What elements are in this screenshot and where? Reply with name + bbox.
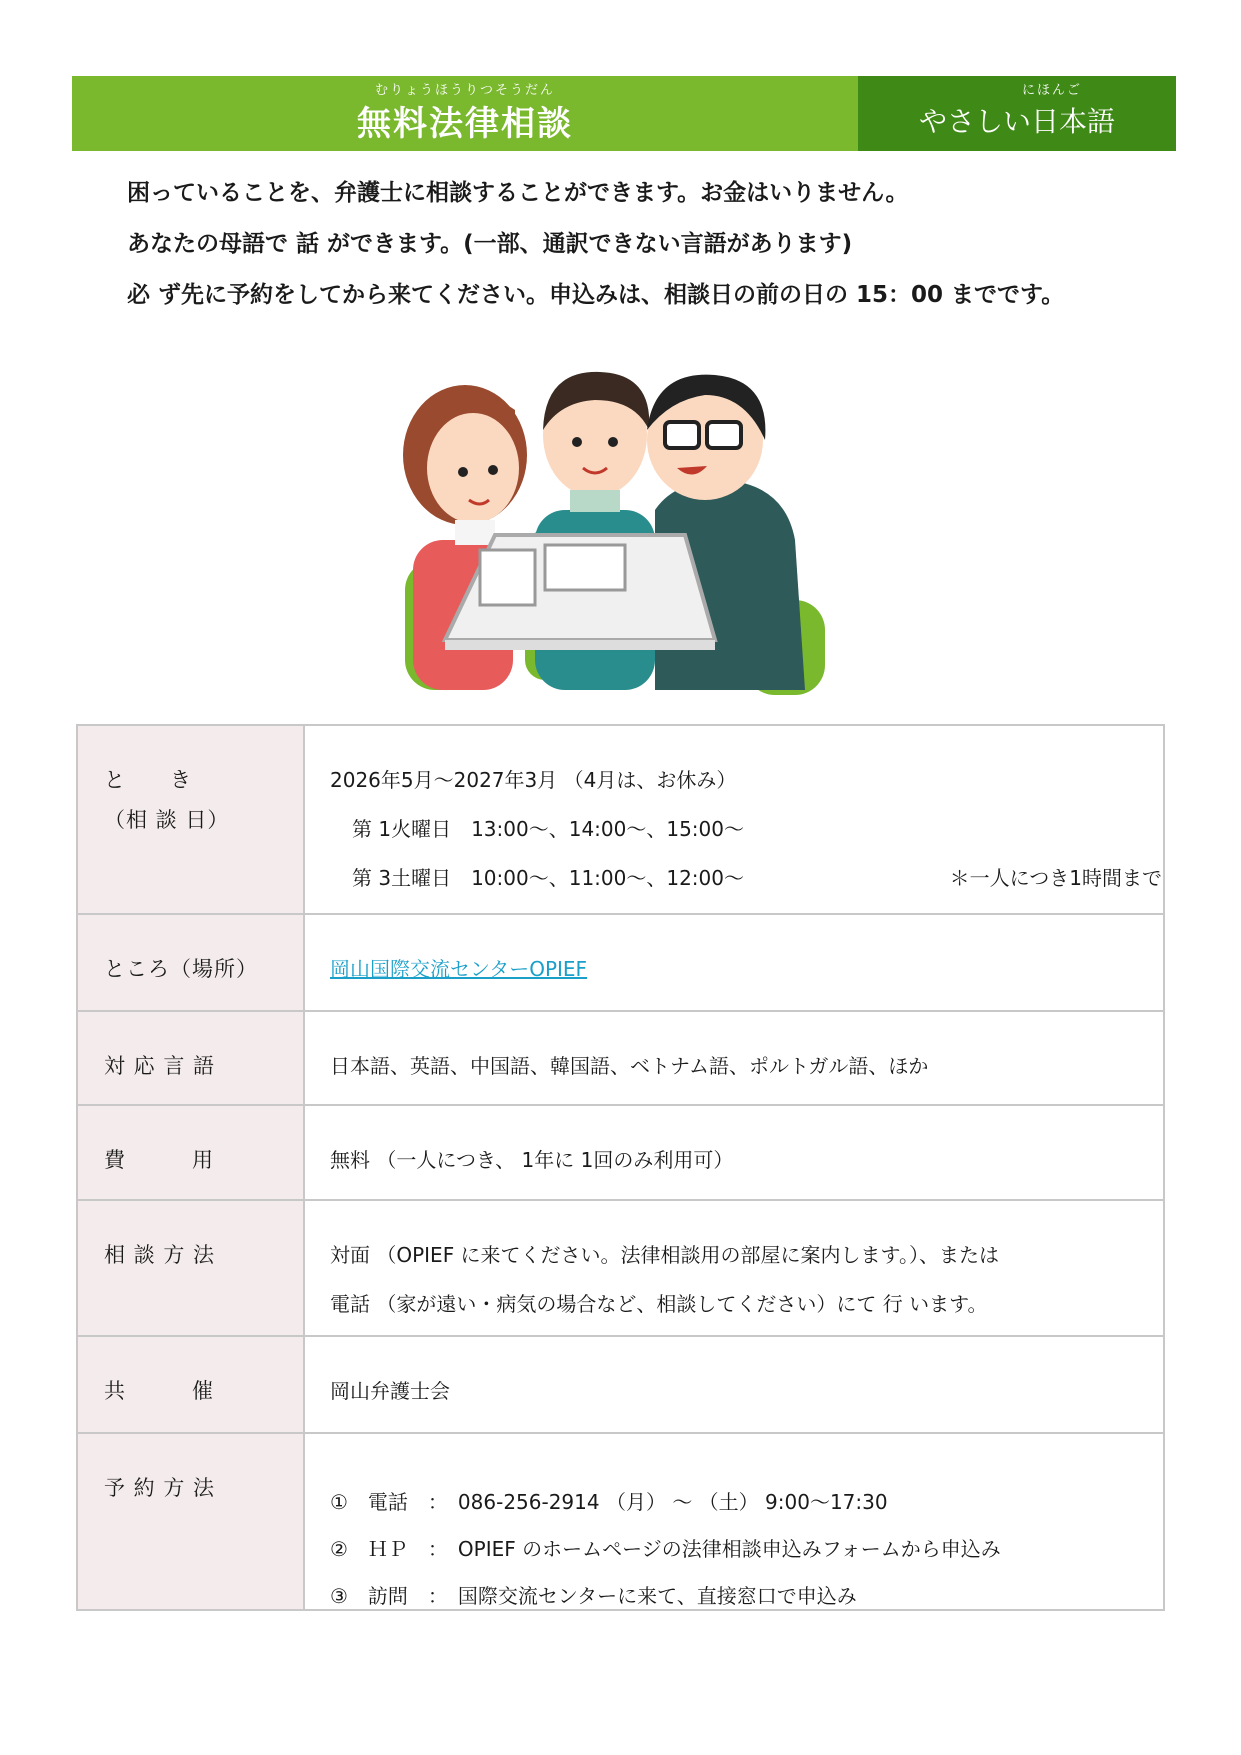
value-method xyxy=(304,1200,1164,1336)
value-host: 岡山弁護士会 xyxy=(304,1336,1164,1433)
label-place: ところ（場所） xyxy=(77,914,304,1011)
label-when-1: と き xyxy=(104,768,192,792)
info-table xyxy=(76,724,1165,1611)
row-method xyxy=(77,1200,1164,1336)
label-when xyxy=(77,725,304,914)
value-place xyxy=(304,914,1164,1011)
header-title-area xyxy=(72,76,858,151)
method-line-2: 電話 （家が遠い・病気の場合など、相談してください）にて 行 います。 xyxy=(330,1292,988,1316)
row-place xyxy=(77,914,1164,1011)
label-method: 相 談 方 法 xyxy=(77,1200,304,1336)
reserve-phone: ① 電話 ： 086-256-2914 （月） ～ （土） 9:00～17:30 xyxy=(330,1490,888,1514)
label-languages: 対 応 言 語 xyxy=(77,1011,304,1105)
label-reserve: 予 約 方 法 xyxy=(77,1433,304,1610)
value-languages: 日本語、英語、中国語、韓国語、ベトナム語、ポルトガル語、ほか xyxy=(304,1011,1164,1105)
value-cost: 無料 （一人につき、 1年に 1回のみ利用可） xyxy=(304,1105,1164,1200)
reserve-visit: ③ 訪問 ： 国際交流センターに来て、直接窓口で申込み xyxy=(330,1584,857,1608)
subtitle-ruby: にほんご xyxy=(1021,83,1082,98)
page-title: 無料法律相談 xyxy=(357,104,573,144)
reserve-hp: ② ＨＰ ： OPIEF のホームページの法律相談申込みフォームから申込み xyxy=(330,1537,1001,1561)
when-saturday-line xyxy=(352,862,1162,891)
consultation-illustration xyxy=(385,360,855,700)
intro-line-2: あなたの母語で 話 ができます。(一部、通訳できない言語があります) xyxy=(127,231,853,257)
when-note: ＊一人につき1時間まで xyxy=(949,866,1162,890)
opief-link[interactable]: 岡山国際交流センターOPIEF xyxy=(330,957,588,981)
label-cost: 費 用 xyxy=(77,1105,304,1200)
label-when-2: （相 談 日） xyxy=(104,808,230,832)
header-subtitle-area xyxy=(858,76,1176,151)
header-banner xyxy=(72,76,1176,151)
when-saturday: 第 3土曜日 10:00～、11:00～、12:00～ xyxy=(352,866,744,890)
intro-line-3: 必 ず先に予約をしてから来てください。申込みは、相談日の前の日の 15：00 までです。 xyxy=(127,282,1065,308)
row-reserve xyxy=(77,1433,1164,1610)
value-reserve xyxy=(304,1433,1164,1610)
intro-text xyxy=(127,168,1167,321)
when-tuesday: 第 1火曜日 13:00～、14:00～、15:00～ xyxy=(352,817,744,841)
row-host xyxy=(77,1336,1164,1433)
row-when xyxy=(77,725,1164,914)
title-ruby: むりょうほうりつそうだん xyxy=(374,83,555,98)
when-schedule xyxy=(352,813,1163,891)
row-cost xyxy=(77,1105,1164,1200)
page-subtitle: やさしい日本語 xyxy=(918,105,1115,138)
label-host: 共 催 xyxy=(77,1336,304,1433)
intro-line-1: 困っていることを、弁護士に相談することができます。お金はいりません。 xyxy=(127,180,909,206)
method-line-1: 対面 （OPIEF に来てください。法律相談用の部屋に案内します。）、または xyxy=(330,1243,999,1267)
row-languages xyxy=(77,1011,1164,1105)
when-period: 2026年5月～2027年3月 （4月は、お休み） xyxy=(330,768,737,792)
value-when xyxy=(304,725,1164,914)
